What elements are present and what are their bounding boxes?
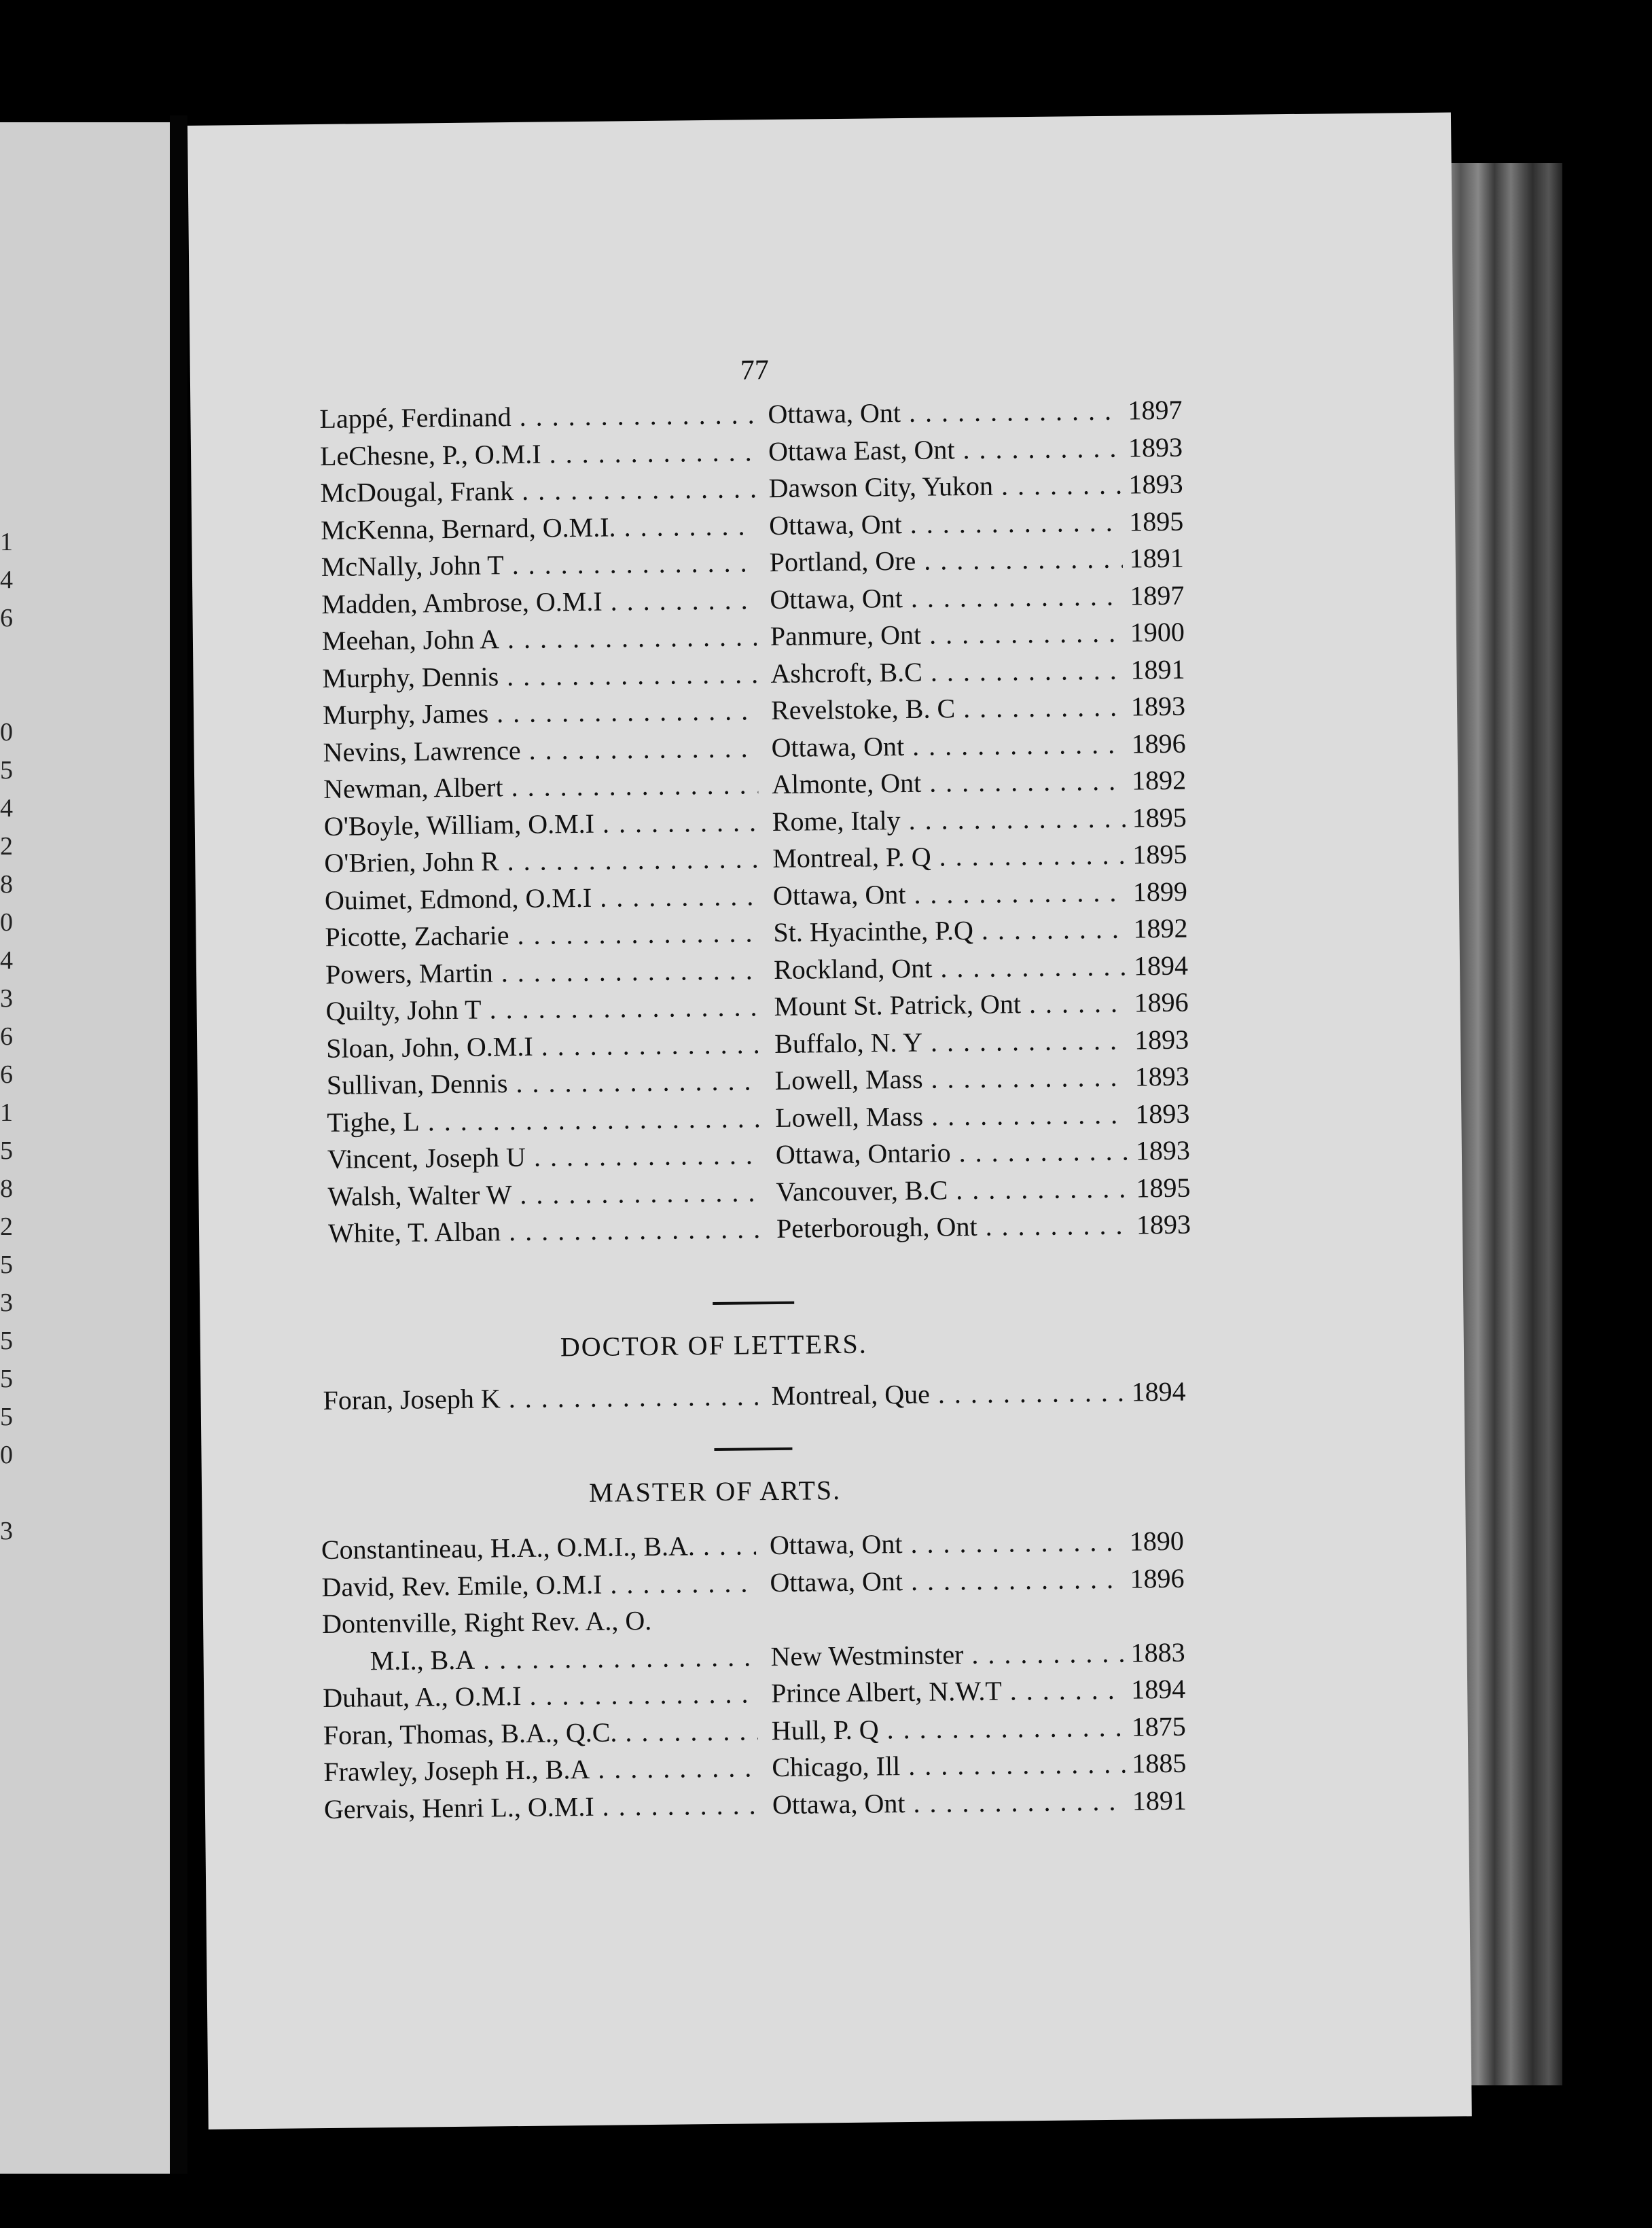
entry-year: 1894 bbox=[1131, 1672, 1206, 1705]
entry-place: Ottawa, Ont . . . bbox=[769, 505, 1122, 541]
entry-place: Panmure, Ont . . . bbox=[770, 617, 1124, 652]
entry-place: Ottawa East, Ont . . . bbox=[768, 431, 1121, 467]
entry-place: Ashcroft, B.C . . . bbox=[770, 653, 1124, 689]
facing-page-digit: 0 bbox=[0, 908, 13, 937]
entry-year: 1894 bbox=[1134, 949, 1208, 982]
entry-name: David, Rev. Emile, O.M.I . . . bbox=[321, 1566, 756, 1603]
facing-page-digit bbox=[0, 1626, 20, 1664]
entry-place: Ottawa, Ontario . . . bbox=[776, 1135, 1129, 1170]
facing-page-digit: 5 bbox=[0, 1365, 13, 1393]
entry-name: Sloan, John, O.M.I . . . bbox=[326, 1028, 761, 1064]
entry-year: 1893 bbox=[1131, 689, 1206, 722]
entry-name: Murphy, James . . . bbox=[323, 694, 757, 731]
entry-name: Murphy, Dennis . . . bbox=[322, 658, 757, 694]
list-entry bbox=[323, 1375, 1219, 1421]
facing-page-digit: 4 bbox=[0, 566, 13, 594]
entry-year: 1892 bbox=[1133, 912, 1208, 944]
entry-year: 1893 bbox=[1134, 1060, 1209, 1092]
doctor-of-letters-heading: DOCTOR OF LETTERS. bbox=[560, 1328, 868, 1363]
entry-year: 1895 bbox=[1129, 505, 1204, 537]
entry-year: 1893 bbox=[1128, 467, 1203, 500]
entry-place: Vancouver, B.C . . . bbox=[776, 1172, 1129, 1207]
entry-year: 1893 bbox=[1134, 1023, 1209, 1056]
entry-year: 1893 bbox=[1128, 431, 1203, 463]
entry-place: Mount St. Patrick, Ont . . . bbox=[774, 987, 1127, 1022]
entry-year: 1891 bbox=[1130, 541, 1204, 574]
entry-place: Buffalo, N. Y . . . bbox=[774, 1024, 1128, 1059]
entry-name: O'Boyle, William, O.M.I . . . bbox=[324, 806, 759, 842]
entry-place: Almonte, Ont . . . bbox=[772, 765, 1125, 800]
entry-place: Portland, Ore . . . bbox=[770, 543, 1123, 578]
facing-page-digit: 5 bbox=[0, 1251, 13, 1279]
entry-year: 1891 bbox=[1130, 653, 1205, 685]
entry-year: 1896 bbox=[1134, 986, 1208, 1018]
entry-place: Montreal, Que . . . bbox=[771, 1376, 1124, 1412]
facing-page-digit: 2 bbox=[0, 832, 13, 861]
facing-page-digit: 5 bbox=[0, 1403, 13, 1431]
entry-place: Ottawa, Ont . . . bbox=[770, 579, 1123, 615]
entry-place: Dawson City, Yukon . . . bbox=[768, 469, 1121, 504]
facing-page-digit bbox=[0, 675, 20, 713]
entry-year: 1891 bbox=[1132, 1784, 1207, 1816]
entry-place: New Westminster . . . bbox=[770, 1636, 1124, 1672]
entry-name: Vincent, Joseph U . . . bbox=[327, 1138, 762, 1175]
entry-name: Meehan, John A . . . bbox=[322, 620, 757, 657]
facing-page-digit: 3 bbox=[0, 984, 13, 1013]
facing-page-digit: 5 bbox=[0, 756, 13, 785]
facing-page-digit: 0 bbox=[0, 718, 13, 747]
entry-year: 1895 bbox=[1132, 801, 1206, 833]
section-divider bbox=[714, 1448, 792, 1451]
entry-name: McNally, John T . . . bbox=[321, 546, 756, 583]
book-page bbox=[187, 113, 1472, 2130]
master-of-arts-heading: MASTER OF ARTS. bbox=[588, 1475, 842, 1508]
entry-name: Madden, Ambrose, O.M.I . . . bbox=[321, 583, 756, 620]
entry-place: Rome, Italy . . . bbox=[772, 802, 1126, 837]
entry-year: 1893 bbox=[1136, 1208, 1211, 1240]
entry-year: 1892 bbox=[1132, 763, 1206, 796]
facing-page-digit bbox=[0, 637, 20, 675]
entry-name: McKenna, Bernard, O.M.I. . . . bbox=[321, 509, 755, 546]
facing-page-numbers bbox=[0, 523, 20, 1664]
facing-page-digit: 8 bbox=[0, 870, 13, 899]
entry-place: Rockland, Ont . . . bbox=[774, 950, 1127, 985]
facing-page-digit bbox=[0, 1550, 20, 1588]
entry-name: White, T. Alban . . . bbox=[328, 1212, 763, 1249]
entry-place: Revelstoke, B. C . . . bbox=[771, 691, 1124, 726]
facing-page-digit: 4 bbox=[0, 946, 13, 975]
facing-page-digit bbox=[0, 1474, 20, 1512]
entry-place: Ottawa, Ont . . . bbox=[770, 1526, 1123, 1561]
entry-year: 1899 bbox=[1133, 875, 1208, 908]
entry-name: Lappé, Ferdinand . . . bbox=[319, 398, 754, 435]
facing-page-digit: 1 bbox=[0, 1098, 13, 1127]
facing-page-digit: 3 bbox=[0, 1289, 13, 1317]
entry-year: 1875 bbox=[1132, 1710, 1206, 1742]
entry-year: 1897 bbox=[1128, 393, 1202, 426]
entry-name: M.I., B.A . . . bbox=[370, 1640, 757, 1676]
entry-place: Ottawa, Ont . . . bbox=[768, 395, 1121, 430]
entry-name: Sullivan, Dennis . . . bbox=[327, 1064, 761, 1101]
entry-place: Ottawa, Ont . . . bbox=[772, 1784, 1126, 1820]
entry-place: Ottawa, Ont . . . bbox=[770, 1562, 1123, 1598]
entry-name: Walsh, Walter W . . . bbox=[327, 1176, 762, 1212]
entry-name: Gervais, Henri L., O.M.I . . . bbox=[324, 1789, 759, 1825]
facing-page-digit: 1 bbox=[0, 528, 13, 556]
entry-place: St. Hyacinthe, P.Q . . . bbox=[773, 913, 1126, 948]
entry-year: 1894 bbox=[1131, 1375, 1206, 1407]
entry-name: O'Brien, John R . . . bbox=[324, 842, 759, 879]
facing-page-digit: 6 bbox=[0, 604, 13, 632]
entry-name: Frawley, Joseph H., B.A . . . bbox=[323, 1751, 758, 1788]
facing-page-digit: 5 bbox=[0, 1327, 13, 1355]
book-gutter bbox=[170, 115, 187, 2174]
entry-name: LeChesne, P., O.M.I . . . bbox=[320, 435, 755, 472]
entry-place: Hull, P. Q . . . bbox=[772, 1710, 1125, 1746]
entry-year: 1890 bbox=[1130, 1524, 1204, 1557]
entry-place: Ottawa, Ont . . . bbox=[773, 876, 1126, 911]
page-number: 77 bbox=[740, 355, 770, 387]
entry-year: 1893 bbox=[1135, 1097, 1210, 1130]
facing-page-digit: 5 bbox=[0, 1136, 13, 1165]
entry-place: Lowell, Mass . . . bbox=[775, 1061, 1128, 1096]
entry-name: Constantineau, H.A., O.M.I., B.A. . . . bbox=[321, 1529, 756, 1566]
facing-page-digit: 0 bbox=[0, 1441, 13, 1469]
entry-name: Foran, Joseph K . . . bbox=[323, 1380, 757, 1416]
entry-year: 1893 bbox=[1136, 1134, 1210, 1166]
entry-year: 1897 bbox=[1130, 579, 1204, 611]
entry-name: Quilty, John T . . . bbox=[325, 990, 760, 1027]
entry-place: Chicago, Ill . . . bbox=[772, 1748, 1125, 1783]
facing-page-digit: 8 bbox=[0, 1174, 13, 1203]
section-divider bbox=[713, 1301, 794, 1305]
entry-year: 1895 bbox=[1132, 838, 1207, 870]
entry-name: Tighe, L . . . bbox=[327, 1102, 761, 1138]
facing-page-digit: 3 bbox=[0, 1517, 13, 1545]
entry-name: McDougal, Frank . . . bbox=[320, 472, 755, 509]
facing-page-sliver bbox=[0, 122, 170, 2174]
entry-place: Ottawa, Ont . . . bbox=[771, 727, 1124, 763]
entry-year: 1885 bbox=[1132, 1746, 1206, 1779]
entry-year: 1896 bbox=[1130, 1562, 1204, 1594]
entry-place: Peterborough, Ont . . . bbox=[776, 1209, 1130, 1244]
facing-page-digit bbox=[0, 1588, 20, 1626]
entry-name: Duhaut, A., O.M.I . . . bbox=[323, 1677, 757, 1714]
entry-place: Prince Albert, N.W.T . . . bbox=[771, 1674, 1124, 1709]
facing-page-digit: 6 bbox=[0, 1022, 13, 1051]
entry-year: 1896 bbox=[1131, 727, 1206, 759]
facing-page-digit: 2 bbox=[0, 1212, 13, 1241]
facing-page-digit: 4 bbox=[0, 794, 13, 823]
entry-name: Dontenville, Right Rev. A., O. bbox=[321, 1604, 652, 1640]
entry-name: Ouimet, Edmond, O.M.I . . . bbox=[325, 880, 759, 916]
entry-place: Montreal, P. Q . . . bbox=[772, 839, 1126, 874]
entry-year: 1895 bbox=[1136, 1171, 1210, 1204]
entry-name: Picotte, Zacharie . . . bbox=[325, 916, 759, 953]
entry-name: Foran, Thomas, B.A., Q.C. . . . bbox=[323, 1714, 758, 1751]
entry-place: Lowell, Mass . . . bbox=[775, 1098, 1128, 1133]
entry-year: 1883 bbox=[1130, 1636, 1205, 1668]
entry-name: Newman, Albert . . . bbox=[323, 768, 758, 805]
entry-name: Powers, Martin . . . bbox=[325, 954, 760, 990]
entry-year: 1900 bbox=[1130, 615, 1205, 648]
entry-name: Nevins, Lawrence . . . bbox=[323, 732, 757, 768]
facing-page-digit: 6 bbox=[0, 1060, 13, 1089]
